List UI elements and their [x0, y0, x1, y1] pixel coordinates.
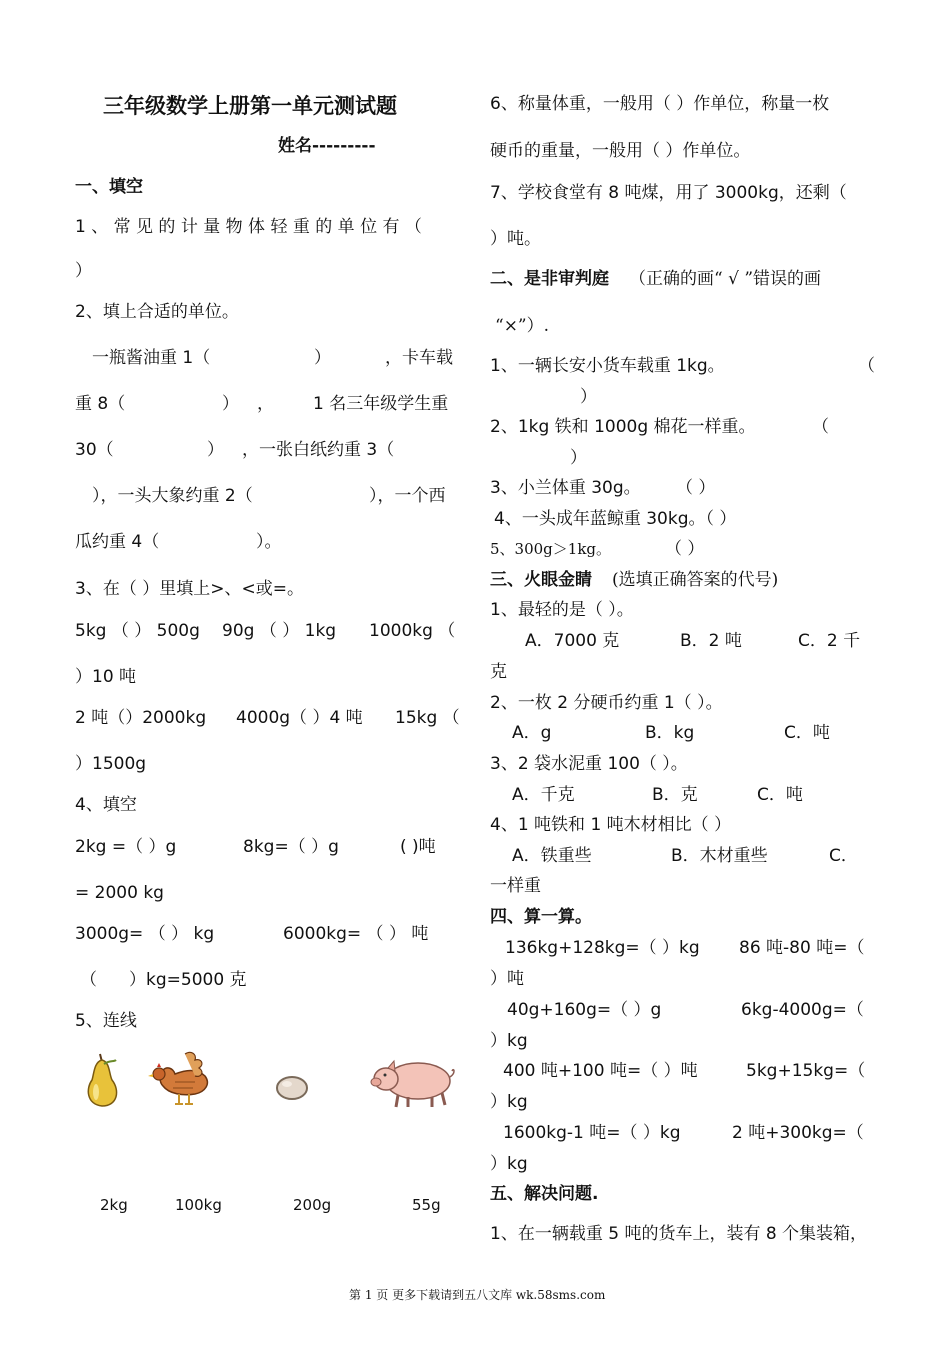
weight-label: 200g — [293, 1196, 332, 1214]
choice-option: B．kg — [645, 723, 695, 743]
question-4: 4、填空 — [75, 795, 137, 815]
choice-2: 2、一枚 2 分硬币约重 1（ ）。 — [490, 693, 723, 713]
calc-item: 136kg+128kg=（ ）kg — [505, 938, 700, 958]
calc-item: 40g+160g=（ ）g — [507, 1000, 662, 1020]
calc-item: ）kg — [490, 1031, 528, 1051]
section-2-instructions: （正确的画“ √ ”错误的画 — [629, 269, 822, 289]
choice-3: 3、2 袋水泥重 100（ ）。 — [490, 754, 688, 774]
judge-4: 4、一头成年蓝鲸重 30kg。（ ） — [494, 509, 737, 529]
calc-item: 1600kg-1 吨=（ ）kg — [503, 1123, 681, 1143]
question-5: 5、连线 — [75, 1011, 137, 1031]
choice-option: A．g — [512, 723, 552, 743]
question-6-cont: 硬币的重量，一般用（ ）作单位。 — [490, 141, 751, 161]
choice-option: C． — [829, 846, 858, 866]
judge-1: 1、一辆长安小货车载重 1kg。 — [490, 356, 725, 376]
weight-label: 100kg — [175, 1196, 222, 1214]
question-1-paren: ） — [75, 261, 92, 281]
q3-item: ）1500g — [75, 754, 147, 774]
q3-item: 4000g（ ）4 吨 — [236, 708, 363, 728]
choice-option: C．吨 — [757, 785, 803, 805]
pig-image — [368, 1055, 458, 1110]
judge-paren: （ ） — [665, 539, 705, 559]
question-7: 7、学校食堂有 8 吨煤，用了 3000kg，还剩（ — [490, 183, 847, 203]
problem-1: 1、在一辆载重 5 吨的货车上，装有 8 个集装箱， — [490, 1224, 868, 1244]
q2-watermelon: ），一个西 — [369, 486, 446, 506]
section-2-instructions-cont: “×”）. — [495, 316, 550, 336]
section-3-instructions: (选填正确答案的代号) — [612, 570, 779, 590]
q4-item: ）kg=5000 克 — [129, 970, 247, 990]
section-4-heading: 四、算一算。 — [490, 907, 592, 927]
section-2-heading: 二、是非审判庭 — [490, 269, 609, 289]
section-5-heading: 五、解决问题. — [490, 1184, 599, 1204]
q3-item: 1000kg （ — [369, 621, 456, 641]
judge-paren: ） — [580, 387, 597, 407]
q4-item: 6000kg= （ ） 吨 — [283, 924, 429, 944]
section-3-heading: 三、火眼金睛 — [490, 570, 592, 590]
calc-item: ）kg — [490, 1092, 528, 1112]
calc-item: 2 吨+300kg=（ — [732, 1123, 864, 1143]
q2-comma: ， — [257, 394, 274, 414]
section-1-heading: 一、填空 — [75, 177, 143, 197]
choice-option-cont: 一样重 — [490, 876, 541, 896]
pear-image — [80, 1050, 126, 1110]
choice-option: A．铁重些 — [512, 846, 592, 866]
question-1: 1 、 常 见 的 计 量 物 体 轻 重 的 单 位 有 （ — [75, 217, 422, 237]
choice-option: C．2 千 — [798, 631, 861, 651]
choice-option-cont: 克 — [490, 662, 507, 682]
choice-option: A．千克 — [512, 785, 575, 805]
choice-option: B．克 — [652, 785, 698, 805]
q2-watermelon-weight: 瓜约重 4（ — [75, 532, 160, 552]
hen-image — [145, 1048, 215, 1108]
choice-1: 1、最轻的是（ ）。 — [490, 600, 634, 620]
calc-item: ）吨 — [490, 969, 524, 989]
judge-5: 5、300g＞1kg。 — [490, 540, 612, 558]
choice-option: A．7000 克 — [525, 631, 620, 651]
q3-item: 5kg （ ） 500g — [75, 621, 200, 641]
choice-option: B．木材重些 — [671, 846, 768, 866]
q3-item: 15kg （ — [395, 708, 460, 728]
q4-item: 3000g= （ ） kg — [75, 924, 215, 944]
q2-elephant: ），一头大象约重 2（ — [92, 486, 253, 506]
calc-item: 6kg-4000g=（ — [741, 1000, 864, 1020]
judge-paren: （ ） — [676, 478, 716, 498]
q4-item: （ — [80, 970, 97, 990]
choice-option: B．2 吨 — [680, 631, 742, 651]
q4-item: 2kg =（ ）g — [75, 837, 177, 857]
question-2: 2、填上合适的单位。 — [75, 302, 239, 322]
q2-student-weight: 30（ — [75, 440, 114, 460]
q2-paper: ，一张白纸约重 3（ — [242, 440, 395, 460]
calc-item: ）kg — [490, 1154, 528, 1174]
q2-paren: ） — [222, 394, 239, 414]
calc-item: 5kg+15kg=（ — [746, 1061, 866, 1081]
question-7-cont: ）吨。 — [490, 229, 541, 249]
name-line: 姓名--------- — [278, 136, 376, 156]
egg-image — [275, 1074, 309, 1102]
q2-paren: ） — [207, 440, 224, 460]
calc-item: 86 吨-80 吨=（ — [739, 938, 865, 958]
weight-label: 55g — [412, 1196, 441, 1214]
q2-paren: ） — [314, 348, 331, 368]
question-3: 3、在（ ）里填上>、<或=。 — [75, 579, 304, 599]
page-footer: 第 1 页 更多下载请到五八文库 wk.58sms.com — [349, 1288, 606, 1302]
calc-item: 400 吨+100 吨=（ ）吨 — [503, 1061, 698, 1081]
q3-item: 90g （ ） 1kg — [222, 621, 337, 641]
q3-item: ）10 吨 — [75, 667, 137, 687]
q4-item: = 2000 kg — [75, 883, 164, 903]
judge-paren: ） — [570, 448, 587, 468]
q2-end: ）。 — [256, 532, 282, 552]
weight-label: 2kg — [100, 1196, 128, 1214]
judge-paren: （ — [858, 356, 875, 376]
judge-2: 2、1kg 铁和 1000g 棉花一样重。 — [490, 417, 756, 437]
question-6: 6、称量体重，一般用（ ）作单位，称量一枚 — [490, 94, 830, 114]
q4-item: ( )吨 — [400, 837, 436, 857]
q3-item: 2 吨（）2000kg — [75, 708, 207, 728]
q2-soy-sauce: 一瓶酱油重 1（ — [92, 348, 211, 368]
q2-student: 1 名三年级学生重 — [313, 394, 449, 414]
judge-3: 3、小兰体重 30g。 — [490, 478, 641, 498]
choice-4: 4、1 吨铁和 1 吨木材相比（ ） — [490, 815, 732, 835]
q4-item: 8kg=（ ）g — [243, 837, 339, 857]
q2-truck: ，卡车载 — [385, 348, 453, 368]
page-title: 三年级数学上册第一单元测试题 — [103, 93, 397, 118]
judge-paren: （ — [812, 417, 829, 437]
q2-truck-weight: 重 8（ — [75, 394, 126, 414]
choice-option: C．吨 — [784, 723, 830, 743]
